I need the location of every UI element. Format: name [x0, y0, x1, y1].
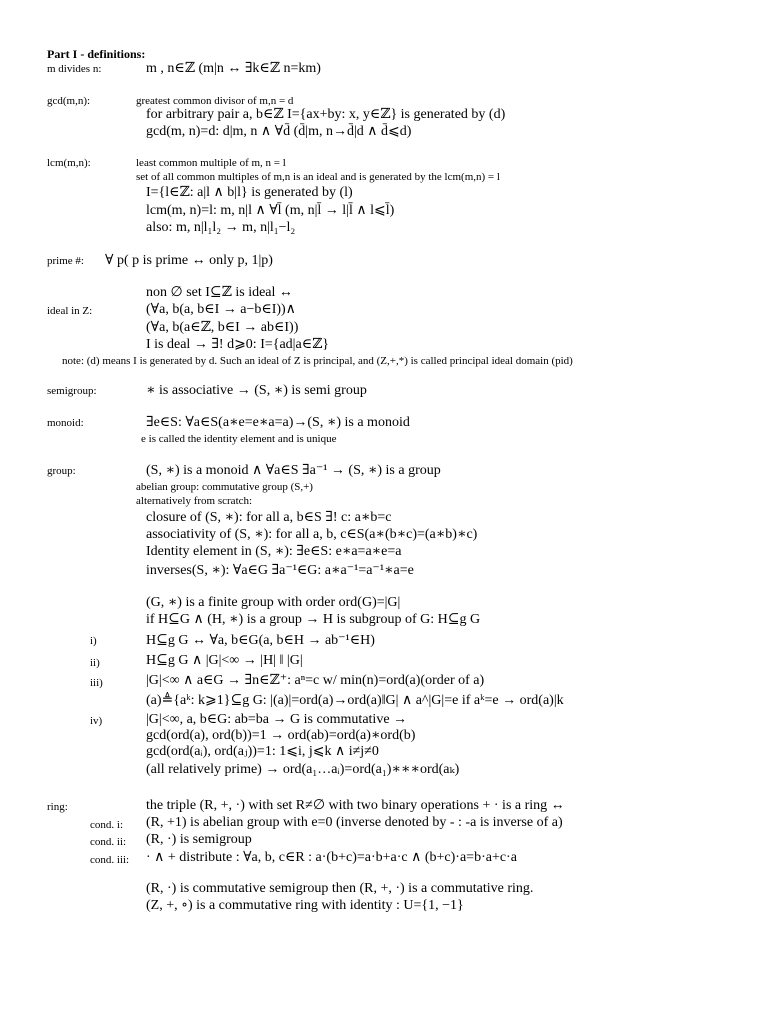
formula-line: (∀a, b(a∈ℤ, b∈I → ab∈I))	[146, 320, 299, 335]
formula-line: (S, ∗) is a monoid ∧ ∀a∈S ∃a⁻¹ → (S, ∗) is a group	[146, 463, 441, 478]
page-title: Part I - definitions:	[47, 47, 146, 61]
formula-line: (Z, +, ∘) is a commutative ring with identity : U={1, −1}	[146, 898, 464, 913]
formula-line: gcd(ord(a), ord(b))=1 → ord(ab)=ord(a)∗ord(b)	[146, 728, 416, 743]
formula-line: (R, ·) is commutative semigroup then (R, +, ·) is a commutative ring.	[146, 881, 534, 896]
formula-line: H⊆g G ↔ ∀a, b∈G(a, b∈H → ab⁻¹∈H)	[146, 633, 375, 648]
text-line: least common multiple of m, n = l	[136, 157, 286, 169]
text-line: cond. i:	[90, 819, 123, 831]
text-line: prime #:	[47, 255, 84, 267]
formula-line: (all relatively prime) → ord(a₁…aᵢ)=ord(a₁)∗∗∗ord(aₖ)	[146, 762, 460, 777]
text-line: monoid:	[47, 417, 84, 429]
text-line: ideal in Z:	[47, 305, 93, 317]
text-line: ii)	[90, 657, 100, 669]
formula-line: |G|<∞ ∧ a∈G → ∃n∈ℤ⁺: aⁿ=c w/ min(n)=ord(a)(order of a)	[146, 673, 485, 688]
formula-line: associativity of (S, ∗): for all a, b, c∈S(a∗(b∗c)=(a∗b)∗c)	[146, 527, 478, 542]
formula-line: ∃e∈S: ∀a∈S(a∗e=e∗a=a)→(S, ∗) is a monoid	[146, 415, 410, 430]
formula-line: also: m, n|l₁l₂ → m, n|l₁−l₂	[146, 220, 296, 235]
formula-line: inverses(S, ∗): ∀a∈G ∃a⁻¹∈G: a∗a⁻¹=a⁻¹∗a=e	[146, 563, 414, 578]
formula-line: gcd(m, n)=d: d|m, n ∧ ∀d̄ (d̄|m, n→d̄|d ∧ d̄⩽d)	[146, 124, 412, 139]
formula-line: if H⊆G ∧ (H, ∗) is a group → H is subgroup of G: H⊆g G	[146, 612, 481, 627]
text-line: cond. ii:	[90, 836, 127, 848]
text-line: lcm(m,n):	[47, 157, 91, 169]
text-line: alternatively from scratch:	[136, 495, 253, 507]
formula-line: for arbitrary pair a, b∈ℤ I={ax+by: x, y∈ℤ} is generated by (d)	[146, 107, 506, 122]
text-line: m divides n:	[47, 63, 102, 75]
formula-line: I is deal → ∃! d⩾0: I={ad|a∈ℤ}	[146, 337, 330, 352]
formula-line: ∀ p( p is prime ↔ only p, 1|p)	[105, 253, 273, 268]
formula-line: (R, ·) is semigroup	[146, 832, 252, 847]
formula-line: (R, +1) is abelian group with e=0 (inverse denoted by - : -a is inverse of a)	[146, 815, 563, 830]
text-line: iv)	[90, 715, 103, 727]
formula-line: H⊆g G ∧ |G|<∞ → |H| ‖ |G|	[146, 653, 303, 668]
text-line: greatest common divisor of m,n = d	[136, 95, 294, 107]
formula-line: · ∧ + distribute : ∀a, b, c∈R : a·(b+c)=a·b+a·c ∧ (b+c)·a=b·a+c·a	[146, 850, 517, 865]
text-line: iii)	[90, 677, 103, 689]
formula-line: lcm(m, n)=l: m, n|l ∧ ∀l̄ (m, n|l̄ → l|l̄ ∧ l⩽l̄)	[146, 203, 395, 218]
formula-line: closure of (S, ∗): for all a, b∈S ∃! c: a∗b=c	[146, 510, 392, 525]
formula-line: (∀a, b(a, b∈I → a−b∈I))∧	[146, 302, 296, 317]
formula-line: ∗ is associative → (S, ∗) is semi group	[146, 383, 367, 398]
text-line: cond. iii:	[90, 854, 130, 866]
formula-line: (G, ∗) is a finite group with order ord(G)=|G|	[146, 595, 401, 610]
text-line: note: (d) means I is generated by d. Such an ideal of Z is principal, and (Z,+,*) is called principal ideal domain (pid)	[62, 355, 573, 367]
formula-line: Identity element in (S, ∗): ∃e∈S: e∗a=a∗e=a	[146, 544, 402, 559]
text-line: e is called the identity element and is unique	[141, 433, 337, 445]
formula-line: gcd(ord(aᵢ), ord(aⱼ))=1: 1⩽i, j⩽k ∧ i≠j≠0	[146, 744, 379, 759]
text-line: group:	[47, 465, 76, 477]
formula-line: (a)≜{aᵏ: k⩾1}⊆g G: |(a)|=ord(a)→ord(a)‖G| ∧ a^|G|=e if aᵏ=e → ord(a)|k	[146, 693, 564, 708]
text-line: i)	[90, 635, 97, 647]
text-line: abelian group: commutative group (S,+)	[136, 481, 313, 493]
text-line: ring:	[47, 801, 68, 813]
text-line: semigroup:	[47, 385, 97, 397]
formula-line: m , n∈ℤ (m|n ↔ ∃k∈ℤ n=km)	[146, 61, 321, 76]
formula-line: |G|<∞, a, b∈G: ab=ba → G is commutative →	[146, 712, 408, 727]
formula-line: non ∅ set I⊆ℤ is ideal ↔	[146, 285, 293, 300]
formula-line: I={l∈ℤ: a|l ∧ b|l} is generated by (l)	[146, 185, 353, 200]
text-line: set of all common multiples of m,n is an ideal and is generated by the lcm(m,n) = l	[136, 171, 500, 183]
text-line: gcd(m,n):	[47, 95, 91, 107]
formula-line: the triple (R, +, ·) with set R≠∅ with two binary operations + · is a ring ↔	[146, 798, 565, 813]
